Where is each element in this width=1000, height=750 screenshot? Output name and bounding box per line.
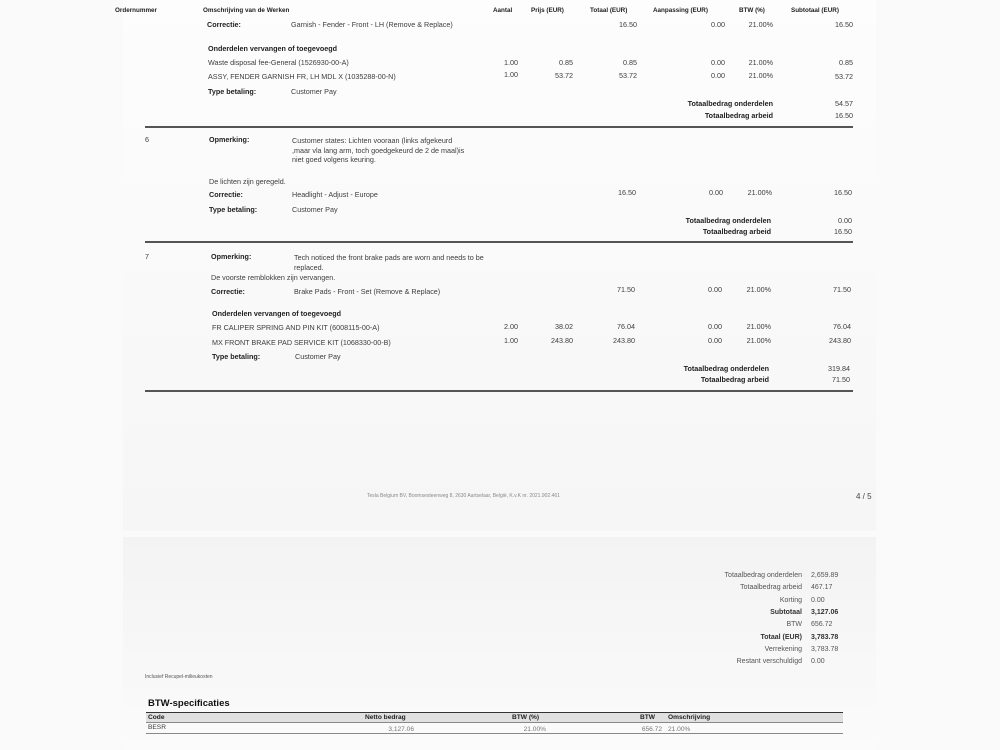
company-footer: Tesla Belgium BV, Boomsesteenweg 8, 2630 Aartselaar, België, K.v.K nr. 2021.902.461 bbox=[367, 493, 560, 499]
totaal-onderdelen-value: 54.57 bbox=[835, 99, 853, 108]
summary-label: Totaalbedrag arbeid bbox=[740, 584, 802, 592]
part-row-aantal: 1.00 bbox=[504, 70, 518, 79]
correctie-subtotaal: 16.50 bbox=[835, 20, 853, 29]
onderdelen-heading: Onderdelen vervangen of toegevoegd bbox=[212, 309, 342, 318]
col-aantal: Aantal bbox=[493, 7, 513, 14]
part-row-prijs: 0.85 bbox=[559, 58, 573, 67]
part-row-btw: 21.00% bbox=[748, 58, 773, 67]
totaal-onderdelen-label: Totaalbedrag onderdelen bbox=[683, 364, 769, 373]
summary-value: 0.00 bbox=[811, 658, 825, 666]
btw-amount: 656.72 bbox=[641, 726, 662, 733]
opmerking-note: De voorste remblokken zijn vervangen. bbox=[211, 273, 336, 282]
part-row-btw: 21.00% bbox=[746, 322, 771, 331]
part-row-desc: Waste disposal fee-General (1526930-00-A) bbox=[208, 58, 349, 67]
type-betaling-value: Customer Pay bbox=[291, 87, 337, 96]
btw-netto: 3,127.06 bbox=[388, 726, 414, 733]
summary-value: 2,659.89 bbox=[811, 572, 839, 579]
totaal-arbeid-label: Totaalbedrag arbeid bbox=[700, 375, 769, 384]
summary-value: 3,783.78 bbox=[811, 645, 839, 653]
part-row-subtotaal: 0.85 bbox=[839, 58, 853, 67]
part-row-prijs: 53.72 bbox=[555, 71, 573, 80]
part-row-totaal: 53.72 bbox=[619, 71, 637, 80]
correctie-text: Brake Pads - Front - Set (Remove & Replace) bbox=[294, 287, 441, 296]
block-divider bbox=[145, 241, 853, 243]
col-ordernummer: Ordernummer bbox=[115, 7, 157, 14]
part-row-aanpassing: 0.00 bbox=[708, 322, 722, 331]
order-number: 6 bbox=[145, 135, 149, 144]
summary-label: Subtotaal bbox=[770, 608, 802, 616]
btw-table-row bbox=[146, 722, 843, 734]
correctie-label: Correctie: bbox=[209, 190, 243, 199]
type-betaling-value: Customer Pay bbox=[292, 205, 338, 214]
btw-col-btw-pct: BTW (%) bbox=[512, 714, 540, 721]
block-divider bbox=[145, 390, 853, 392]
col-aanpassing: Aanpassing (EUR) bbox=[653, 7, 708, 14]
summary-label: Korting bbox=[779, 596, 802, 604]
summary-value: 0.00 bbox=[811, 596, 825, 604]
btw-col-btw: BTW bbox=[640, 714, 656, 721]
part-row-desc: ASSY, FENDER GARNISH FR, LH MDL X (1035288-00-N) bbox=[208, 72, 396, 81]
onderdelen-heading: Onderdelen vervangen of toegevoegd bbox=[208, 44, 338, 53]
part-row-aanpassing: 0.00 bbox=[711, 58, 725, 67]
invoice-page bbox=[115, 0, 876, 531]
correctie-label: Correctie: bbox=[207, 20, 241, 29]
btw-table-header bbox=[146, 712, 843, 722]
summary-value: 3,127.06 bbox=[811, 608, 839, 616]
part-row-subtotaal: 53.72 bbox=[835, 72, 853, 81]
totaal-onderdelen-label: Totaalbedrag onderdelen bbox=[687, 99, 773, 108]
correctie-aanpassing: 0.00 bbox=[709, 188, 723, 197]
part-row-aantal: 1.00 bbox=[504, 58, 518, 67]
col-prijs: Prijs (EUR) bbox=[531, 7, 564, 14]
correctie-text: Garnish - Fender - Front - LH (Remove & Replace) bbox=[291, 20, 453, 29]
correctie-subtotaal: 71.50 bbox=[833, 285, 851, 294]
opmerking-label: Opmerking: bbox=[209, 135, 250, 144]
part-row-totaal: 0.85 bbox=[623, 58, 637, 67]
type-betaling-label: Type betaling: bbox=[212, 352, 261, 361]
part-row-aanpassing: 0.00 bbox=[711, 71, 725, 80]
totaal-arbeid-value: 71.50 bbox=[832, 375, 850, 384]
part-row-subtotaal: 243.80 bbox=[829, 336, 851, 345]
summary-value: 3,783.78 bbox=[811, 633, 839, 641]
totaal-onderdelen-value: 0.00 bbox=[838, 216, 852, 225]
part-row-prijs: 38.02 bbox=[555, 322, 573, 331]
btw-omschrijving: 21.00% bbox=[668, 726, 691, 733]
opmerking-text: Customer states: Lichten vooraan (links afgekeurd ,maar vla lang arm, toch goedgekeurd de 2 de maal)is niet goed volgens keuring. bbox=[292, 136, 465, 165]
part-row-btw: 21.00% bbox=[748, 71, 773, 80]
btw-col-code: Code bbox=[148, 714, 165, 721]
btw-col-netto: Netto bedrag bbox=[365, 714, 406, 721]
block-divider bbox=[145, 126, 853, 128]
totaal-arbeid-value: 16.50 bbox=[835, 111, 853, 120]
col-totaal: Totaal (EUR) bbox=[590, 7, 628, 14]
part-row-totaal: 243.80 bbox=[613, 336, 635, 345]
part-row-totaal: 76.04 bbox=[617, 322, 635, 331]
totaal-arbeid-label: Totaalbedrag arbeid bbox=[702, 227, 771, 236]
correctie-totaal: 16.50 bbox=[619, 20, 637, 29]
correctie-totaal: 71.50 bbox=[617, 285, 635, 294]
totaal-onderdelen-value: 319.84 bbox=[828, 364, 850, 373]
part-row-aanpassing: 0.00 bbox=[708, 336, 722, 345]
btw-spec-title: BTW-specificaties bbox=[148, 698, 230, 709]
correctie-btw: 21.00% bbox=[747, 188, 772, 197]
summary-value: 656.72 bbox=[811, 621, 833, 629]
correctie-totaal: 16.50 bbox=[618, 188, 636, 197]
col-omschrijving: Omschrijving van de Werken bbox=[203, 7, 290, 14]
type-betaling-label: Type betaling: bbox=[208, 87, 257, 96]
correctie-subtotaal: 16.50 bbox=[834, 188, 852, 197]
part-row-aantal: 1.00 bbox=[504, 336, 518, 345]
btw-code: BESR bbox=[148, 724, 166, 731]
opmerking-label: Opmerking: bbox=[211, 252, 252, 261]
btw-col-omschrijving: Omschrijving bbox=[668, 714, 711, 721]
part-row-subtotaal: 76.04 bbox=[833, 322, 851, 331]
correctie-text: Headlight - Adjust - Europe bbox=[292, 190, 378, 199]
totaal-arbeid-value: 16.50 bbox=[834, 227, 852, 236]
correctie-label: Correctie: bbox=[211, 287, 245, 296]
summary-label: Totaalbedrag onderdelen bbox=[724, 572, 802, 579]
correctie-aanpassing: 0.00 bbox=[711, 20, 725, 29]
opmerking-text: Tech noticed the front brake pads are worn and needs to be replaced. bbox=[294, 253, 484, 272]
part-row-desc: MX FRONT BRAKE PAD SERVICE KIT (1068330-00-B) bbox=[212, 338, 391, 347]
summary-label: BTW bbox=[786, 621, 802, 629]
summary-label: Totaal (EUR) bbox=[760, 633, 802, 641]
col-subtotaal: Subtotaal (EUR) bbox=[791, 7, 839, 14]
btw-pct: 21.00% bbox=[523, 726, 546, 733]
type-betaling-label: Type betaling: bbox=[209, 205, 258, 214]
summary-label: Verrekening bbox=[764, 645, 802, 653]
correctie-btw: 21.00% bbox=[748, 20, 773, 29]
recupel-note: Inclusief Recupel-milieukosten bbox=[145, 674, 213, 680]
correctie-aanpassing: 0.00 bbox=[708, 285, 722, 294]
page-number: 4 / 5 bbox=[856, 492, 872, 501]
type-betaling-value: Customer Pay bbox=[295, 352, 341, 361]
part-row-aantal: 2.00 bbox=[504, 322, 518, 331]
opmerking-note: De lichten zijn geregeld. bbox=[209, 177, 286, 186]
col-btw: BTW (%) bbox=[739, 7, 765, 14]
part-row-prijs: 243.80 bbox=[551, 336, 573, 345]
part-row-btw: 21.00% bbox=[746, 336, 771, 345]
part-row-desc: FR CALIPER SPRING AND PIN KIT (6008115-00-A) bbox=[212, 323, 380, 332]
order-number: 7 bbox=[145, 252, 149, 261]
totaal-onderdelen-label: Totaalbedrag onderdelen bbox=[685, 216, 771, 225]
totaal-arbeid-label: Totaalbedrag arbeid bbox=[704, 111, 773, 120]
summary-value: 467.17 bbox=[811, 584, 833, 592]
summary-label: Restant verschuldigd bbox=[736, 658, 802, 666]
correctie-btw: 21.00% bbox=[746, 285, 771, 294]
